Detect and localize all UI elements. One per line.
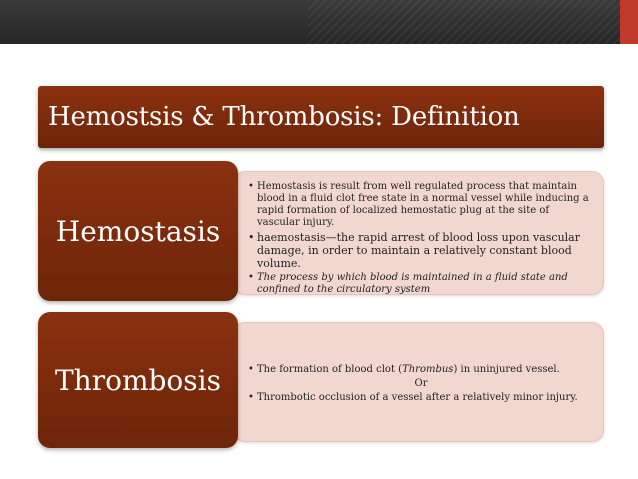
thrombosis-label: Thrombosis <box>55 363 221 397</box>
thrombosis-bullet-1 <box>248 364 594 376</box>
hemostasis-bullet-3: • The process by which blood is maintained in a fluid state and confined to the circulatory system <box>248 272 594 296</box>
thrombosis-bullet-1-end: ) in uninjured vessel. <box>453 364 560 375</box>
hemostasis-label-box <box>38 161 238 301</box>
hemostasis-bullet-1: • Hemostasis is result from well regulated process that maintain blood in a fluid clot free state in a normal vessel while inducing a rapid formation of localized hemostatic plug at the site of vascular injury. <box>248 181 594 229</box>
hemostasis-label: Hemostasis <box>55 214 221 248</box>
stripe-pattern <box>308 0 638 44</box>
thrombosis-section <box>38 312 604 448</box>
or-separator: Or <box>414 378 428 389</box>
thrombosis-bullet-1-start: The formation of blood clot ( <box>257 364 403 375</box>
hemostasis-bullet-list <box>248 181 594 298</box>
hemostasis-section <box>38 161 604 301</box>
thrombosis-bullet-list <box>248 364 594 406</box>
title-banner <box>38 86 604 148</box>
top-decorative-bar <box>0 0 638 44</box>
accent-strip <box>620 0 638 44</box>
thrombosis-label-box <box>38 312 238 448</box>
slide-title: Hemostsis & Thrombosis: Definition <box>48 102 520 132</box>
thrombosis-bullet-2: • Thrombotic occlusion of a vessel after a relatively minor injury. <box>248 392 594 404</box>
thrombus-term: Thrombus <box>402 364 454 375</box>
hemostasis-bullet-2: • haemostasis—the rapid arrest of blood loss upon vascular damage, in order to maintain a relatively constant blood volume. <box>248 231 594 270</box>
